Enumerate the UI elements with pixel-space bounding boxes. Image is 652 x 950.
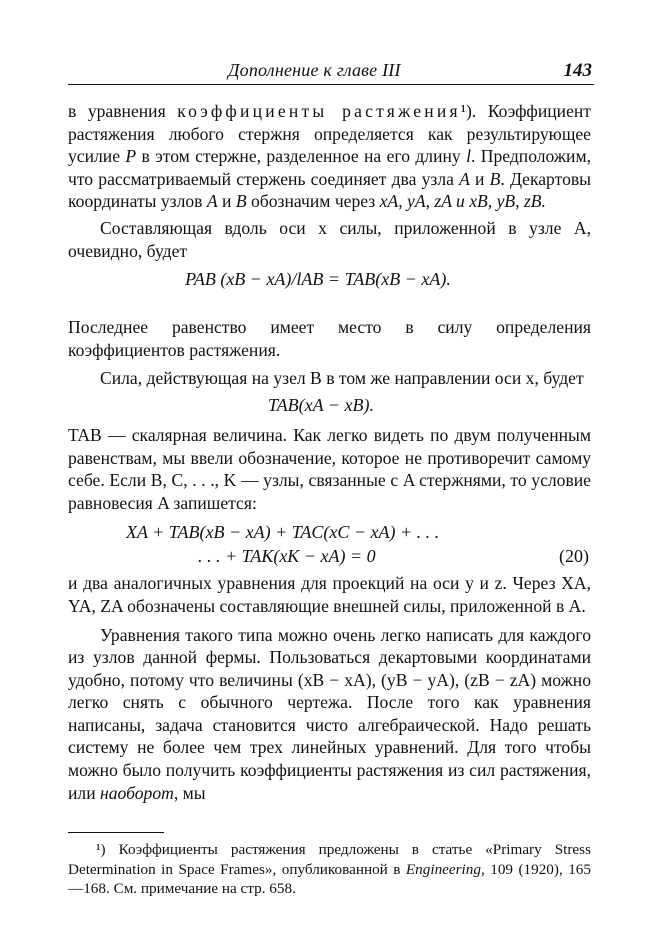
p1-symbol-A2: A (206, 191, 218, 212)
p1-text-b: ¹). Коэффициент растяжения любого стержня определяется как результирующее усилие (68, 101, 591, 167)
equation-1 (68, 268, 591, 314)
footnote-rule (68, 832, 164, 833)
equation-20 (68, 520, 591, 568)
p1-symbol-A: A (459, 168, 470, 189)
paragraph-6: и два аналогичных уравнения для проекций на оси y и z. Через XA, YA, ZA обозначены составляющие внешней силы, приложенной в A. (68, 573, 591, 616)
p1-symbol-B: B (489, 168, 501, 189)
equation-20-line-2 (68, 544, 591, 568)
equation-2 (68, 392, 591, 422)
footnote-journal: Engineering, (405, 860, 485, 878)
footnote-marker: ¹) (96, 841, 106, 858)
p1-symbol-B2: B (235, 191, 247, 212)
p1-text-f: . Декартовы координаты узлов (68, 168, 592, 212)
paragraph-7 (68, 624, 591, 805)
footnote-text-b: 109 (1920), 165—168. См. примечание на стр. 658. (68, 860, 591, 897)
p1-text-d: . Предположим, что рассматриваемый стержень соединяет два узла (68, 146, 592, 189)
footnote-text-a: Коэффициенты растяжения предложены в статье «Primary Stress Determination in Space Frames», опубликованной в (68, 841, 591, 878)
equation-number: (20) (559, 546, 589, 567)
paragraph-1 (68, 100, 591, 213)
paragraph-4: Сила, действующая на узел B в том же направлении оси x, будет (100, 368, 584, 389)
running-title: Дополнение к главе III (228, 60, 401, 80)
footnote (68, 840, 591, 899)
p1-text-c: в этом стержне, разделенное на его длину (136, 146, 467, 167)
equation-1-text: PAB (xB − xA)/lAB = TAB(xB − xA). (185, 269, 451, 290)
p1-symbol-P: P (125, 146, 137, 167)
running-header (68, 60, 594, 85)
equation-2-text: TAB(xA − xB). (268, 394, 374, 415)
p1-text-e: и (469, 168, 490, 189)
p7-text-a: Уравнения такого типа можно очень легко написать для каждого из узлов данной фермы. Пользоваться декартовыми координатами удобно, потому что величины (xB − xA), (yB − yA), (zB − zA) можно легко снять с обычного чертежа. После того как уравнения написаны, задача становится чисто алгебраической. Надо решать систему не более чем трех линейных уравнений. Для того чтобы можно было получить коэффициенты растяжения из сил растяжения, или (68, 624, 591, 803)
page-number: 143 (563, 60, 592, 81)
p1-text-h: обозначим через (246, 191, 380, 212)
p1-coordinates: xA, yA, zA и xB, yB, zB. (379, 191, 546, 212)
paragraph-5: TAB — скалярная величина. Как легко видеть по двум полученным равенствам, мы ввели обозначение, которое не противоречит самому себе. Если B, C, . . ., K — узлы, связанные с A стержнями, то условие равновесия A запишется: (68, 424, 591, 513)
p1-text-a: в уравнения (68, 101, 178, 121)
p7-text-b: , мы (173, 782, 206, 803)
p1-spaced-term: коэффициенты растяжения (177, 101, 461, 121)
p7-italic-word: наоборот (100, 782, 174, 803)
paragraph-3: Последнее равенство имеет место в силу определения коэффициентов растяжения. (68, 317, 591, 360)
equation-20-line-1: XA + TAB(xB − xA) + TAC(xC − xA) + . . . (126, 522, 440, 543)
main-text (68, 100, 591, 804)
p1-symbol-l: l (466, 146, 471, 167)
p1-text-g: и (217, 191, 236, 212)
paragraph-2: Составляющая вдоль оси x силы, приложенной в узле A, очевидно, будет (68, 217, 591, 261)
equation-20-line-2-text: . . . + TAK(xK − xA) = 0 (198, 546, 376, 567)
